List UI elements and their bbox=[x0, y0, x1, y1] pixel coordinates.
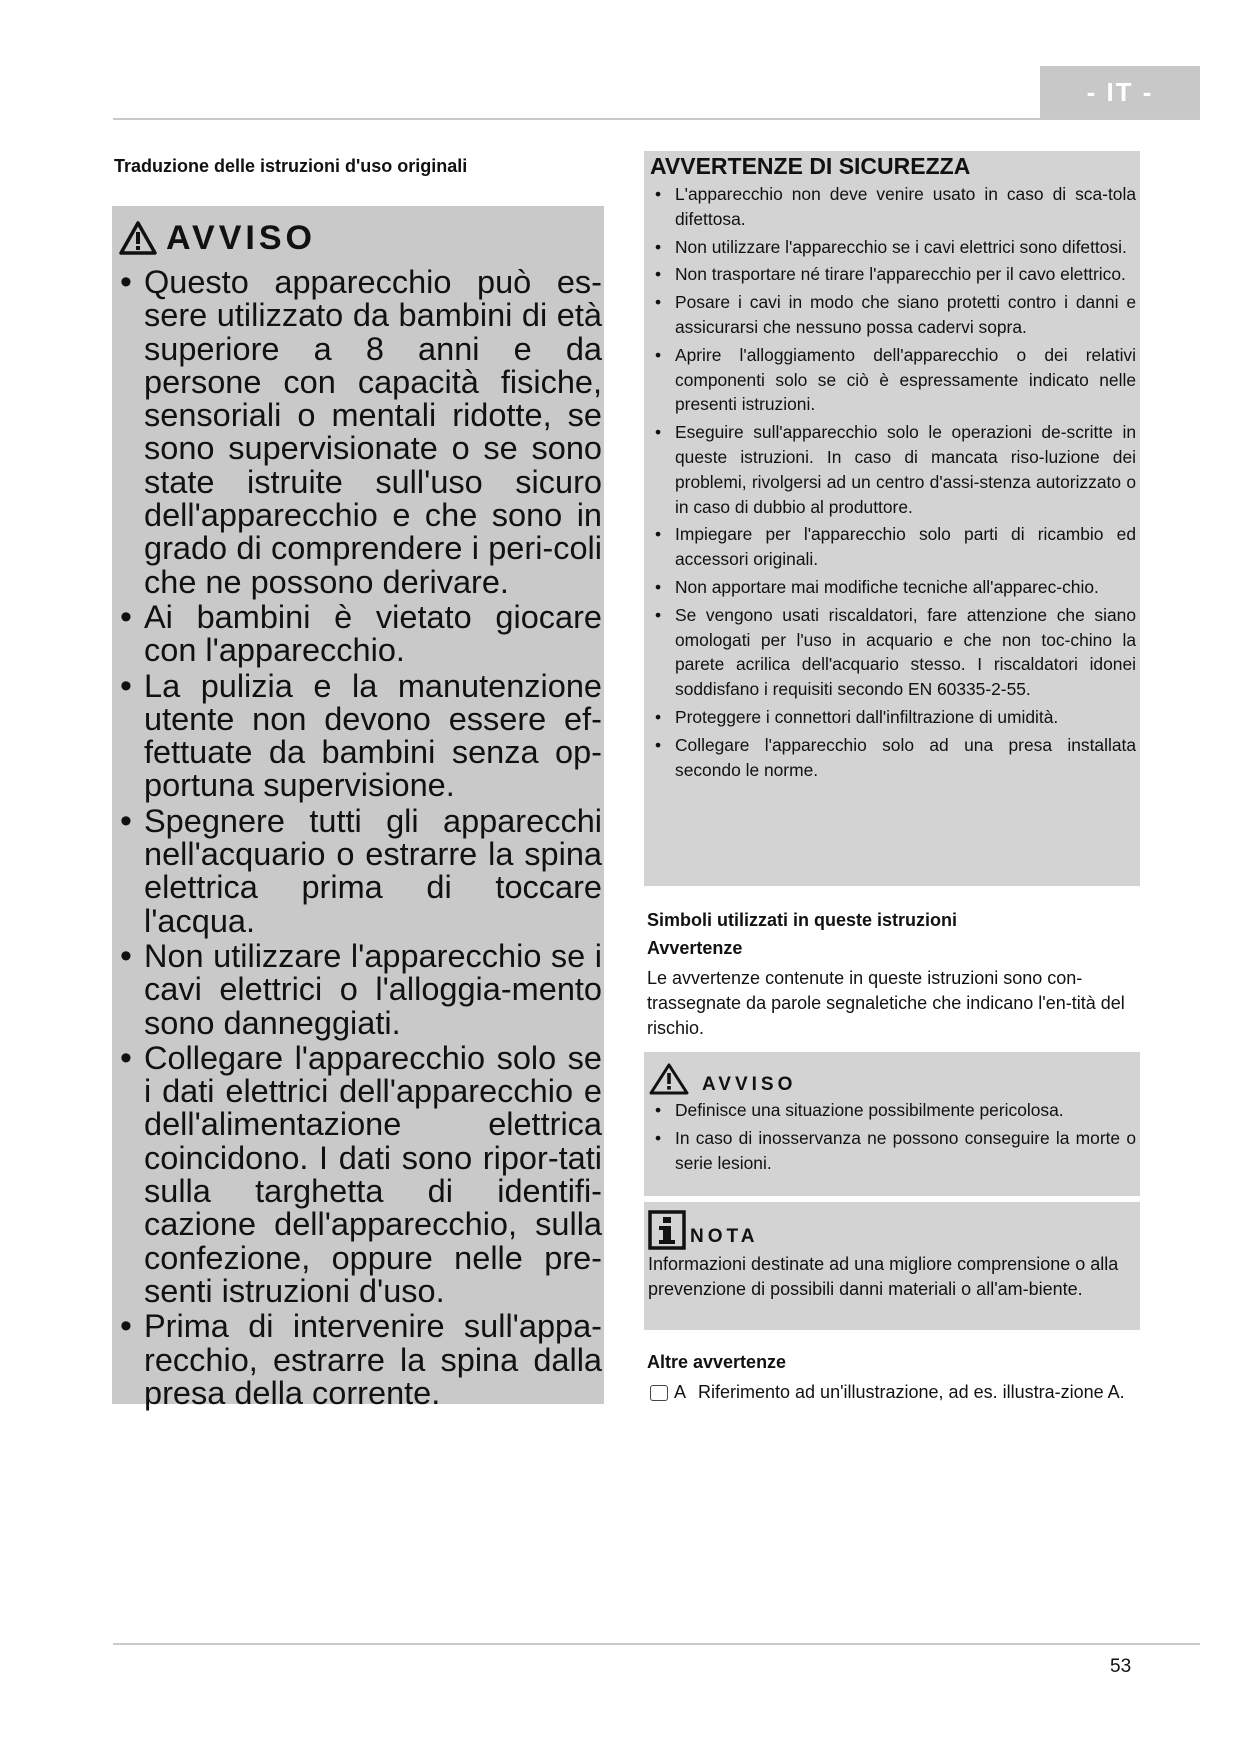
figure-reference bbox=[648, 1380, 1138, 1405]
list-item: • Collegare l'apparecchio solo ad una presa installata secondo le norme. bbox=[648, 733, 1136, 783]
list-item: • Se vengono usati riscaldatori, fare attenzione che siano omologati per l'uso in acquario e che non toc-chino la parete acrilica dell'acquario stesso. I riscaldatori idonei soddisfano i requisiti secondo EN 60335-2-55. bbox=[648, 603, 1136, 702]
list-item: • Ai bambini è vietato giocare con l'apparecchio. bbox=[118, 601, 602, 668]
list-item: • Definisce una situazione possibilmente pericolosa. bbox=[648, 1098, 1136, 1123]
document-title: Traduzione delle istruzioni d'uso originali bbox=[114, 156, 468, 176]
safety-warnings-box bbox=[644, 151, 1140, 886]
figure-reference-text: Riferimento ad un'illustrazione, ad es. illustra-zione A. bbox=[698, 1382, 1125, 1402]
list-item: • Aprire l'alloggiamento dell'apparecchio o dei relativi componenti solo se ciò è espressamente indicato nelle presenti istruzioni. bbox=[648, 343, 1136, 417]
list-item: • Questo apparecchio può es-sere utilizzato da bambini di età superiore a 8 anni e da persone con capacità fisiche, sensoriali o mentali ridotte, se sono supervisionate o se sono state istruite sull'uso sicuro dell'apparecchio e che sono in grado di comprendere i peri-coli che ne possono derivare. bbox=[118, 266, 602, 599]
header-rule bbox=[113, 118, 1200, 120]
list-item: • L'apparecchio non deve venire usato in caso di sca-tola difettosa. bbox=[648, 182, 1136, 232]
note-text: Informazioni destinate ad una migliore comprensione o alla prevenzione di possibili danni materiali o all'am-biente. bbox=[648, 1254, 1119, 1299]
list-item: • Non utilizzare l'apparecchio se i cavi elettrici sono difettosi. bbox=[648, 235, 1136, 260]
big-warning-title: AVVISO bbox=[166, 218, 316, 257]
list-item: • Collegare l'apparecchio solo se i dati elettrici dell'apparecchio e dell'alimentazione elettrica coincidono. I dati sono ripor-tati sulla targhetta di identifi-cazione dell'apparecchio, sulla confezione, oppure nelle pre-senti istruzioni d'uso. bbox=[118, 1042, 602, 1308]
list-item: • Eseguire sull'apparecchio solo le operazioni de-scritte in queste istruzioni. In caso di mancata riso-luzione dei problemi, rivolgersi ad un centro d'assi-stenza autorizzato o in caso di dubbio al produttore. bbox=[648, 420, 1136, 519]
warnings-paragraph: Le avvertenze contenute in queste istruzioni sono con-trassegnate da parole segnaletiche che indicano l'en-tità del rischio. bbox=[647, 968, 1125, 1038]
list-item: • Proteggere i connettori dall'infiltrazione di umidità. bbox=[648, 705, 1136, 730]
note-box bbox=[644, 1202, 1140, 1330]
list-item: • Prima di intervenire sull'appa-recchio, estrarre la spina dalla presa della corrente. bbox=[118, 1310, 602, 1410]
big-warning-header bbox=[118, 214, 602, 262]
list-item: • Non trasportare né tirare l'apparecchio per il cavo elettrico. bbox=[648, 262, 1136, 287]
info-icon bbox=[648, 1210, 686, 1250]
list-item: • Posare i cavi in modo che siano protetti contro i danni e assicurarsi che nessuno possa cadervi sopra. bbox=[648, 290, 1136, 340]
footer-rule bbox=[113, 1643, 1200, 1645]
warning-triangle-icon bbox=[648, 1062, 690, 1096]
safety-list bbox=[648, 182, 1136, 782]
warning-triangle-icon bbox=[118, 220, 158, 256]
list-item: • Non utilizzare l'apparecchio se i cavi elettrici o l'alloggia-mento sono danneggiati. bbox=[118, 940, 602, 1040]
other-warnings-heading: Altre avvertenze bbox=[647, 1352, 787, 1372]
note-header bbox=[648, 1208, 1138, 1250]
page-number: 53 bbox=[1110, 1656, 1132, 1677]
language-tab: - IT - bbox=[1040, 66, 1200, 118]
figure-box-icon bbox=[650, 1385, 668, 1401]
small-warning-box bbox=[644, 1052, 1140, 1196]
list-item: • Non apportare mai modifiche tecniche all'apparec-chio. bbox=[648, 575, 1136, 600]
small-warning-title: AVVISO bbox=[702, 1074, 797, 1095]
safety-title: AVVERTENZE DI SICUREZZA bbox=[650, 153, 971, 179]
small-warning-list bbox=[648, 1098, 1136, 1175]
note-title: NOTA bbox=[690, 1226, 759, 1247]
list-item: • Spegnere tutti gli apparecchi nell'acquario o estrarre la spina elettrica prima di toccare l'acqua. bbox=[118, 805, 602, 938]
warnings-subheading: Avvertenze bbox=[647, 938, 743, 958]
list-item: • La pulizia e la manutenzione utente non devono essere ef-fettuate da bambini senza op-portuna supervisione. bbox=[118, 670, 602, 803]
list-item: • In caso di inosservanza ne possono conseguire la morte o serie lesioni. bbox=[648, 1126, 1136, 1176]
big-warning-list bbox=[118, 266, 602, 1410]
big-warning-box bbox=[112, 206, 604, 1411]
list-item: • Impiegare per l'apparecchio solo parti di ricambio ed accessori originali. bbox=[648, 522, 1136, 572]
small-warning-header bbox=[648, 1060, 1136, 1098]
symbols-heading: Simboli utilizzati in queste istruzioni bbox=[647, 910, 958, 930]
figure-letter: A bbox=[674, 1382, 687, 1402]
